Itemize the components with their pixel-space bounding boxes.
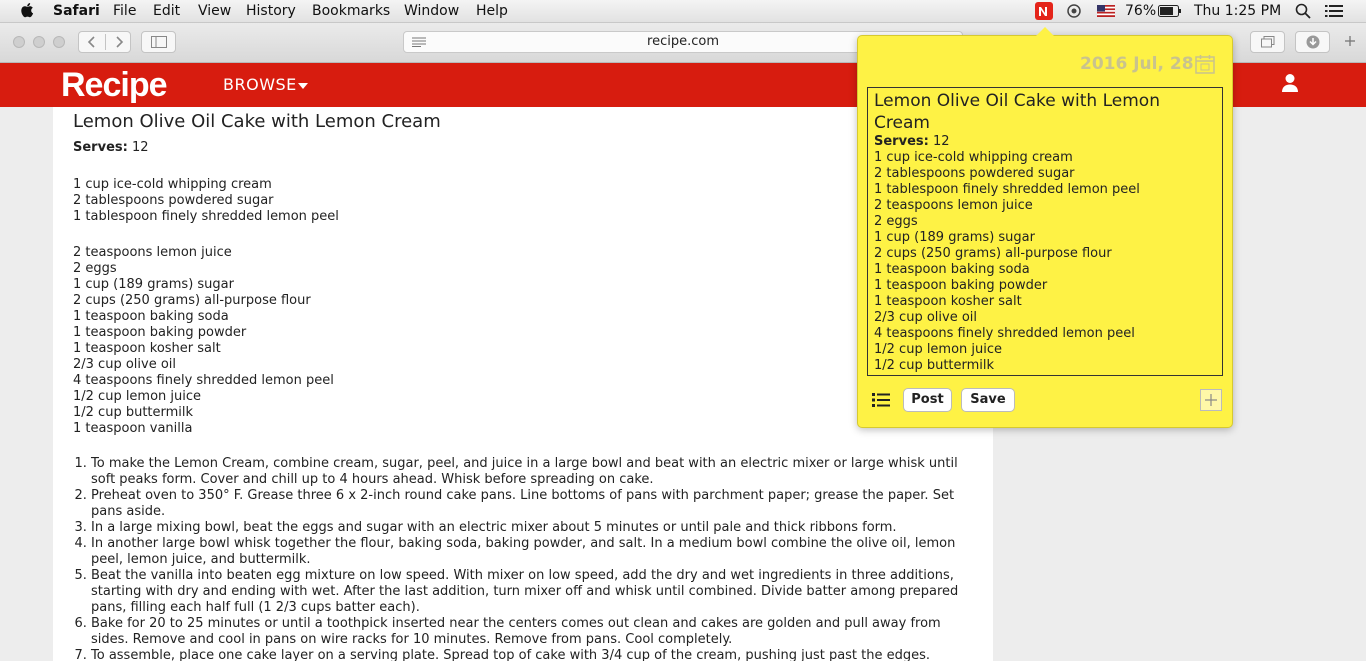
recipe-content <box>53 107 993 661</box>
cream-ingredient-list <box>73 177 339 225</box>
directions-list <box>73 456 969 661</box>
direction-step: 5. Beat the vanilla into beaten egg mixture on low speed. With mixer on low speed, add the dry and wet ingredients in three additions, starting with dry and ending with wet. After the last addition, turn mixer off and whisk until combined. Divide batter among prepared pans, filling each half full (1 2/3 cups batter each). <box>91 568 969 616</box>
ingredient-item: 2 teaspoons lemon juice <box>73 245 232 260</box>
ingredient-item: 1 teaspoon baking soda <box>73 309 229 324</box>
battery-percent: 76% <box>1125 3 1157 19</box>
ingredient-item: 1 cup (189 grams) sugar <box>73 277 234 292</box>
direction-step: 1. To make the Lemon Cream, combine cream, sugar, peel, and juice in a large bowl and beat with an electric mixer or large whisk until soft peaks form. Cover and chill up to 4 hours ahead. Whisk before spreading on cake. <box>91 456 969 488</box>
note-item: 1 teaspoon kosher salt <box>874 294 1022 309</box>
back-icon[interactable] <box>79 32 105 52</box>
note-item: 1/2 cup lemon juice <box>874 342 1003 357</box>
note-serves <box>874 134 950 149</box>
plus-icon <box>1201 390 1221 410</box>
cake-ingredient-list <box>73 245 334 437</box>
note-item: 2 eggs <box>874 214 918 229</box>
direction-step: 7. To assemble, place one cake layer on a serving plate. Spread top of cake with 3/4 cup of the cream, pushing just past the edges. <box>91 648 969 661</box>
reader-icon[interactable] <box>412 37 426 47</box>
note-item: 1 teaspoon baking powder <box>874 278 1048 293</box>
url-text: recipe.com <box>647 34 719 49</box>
direction-step: 6. Bake for 20 to 25 minutes or until a toothpick inserted near the centers comes out clean and cakes are golden and pull away from sides. Remove and cool in pans on wire racks for 10 minutes. Remove from pans. Cool completely. <box>91 616 969 648</box>
note-item: 2/3 cup olive oil <box>874 310 978 325</box>
ingredient-item: 2/3 cup olive oil <box>73 357 177 372</box>
menu-view[interactable]: View <box>198 3 232 19</box>
list-icon[interactable] <box>872 392 890 408</box>
ingredient-item: 1/2 cup buttermilk <box>73 405 194 420</box>
menu-app-safari[interactable]: Safari <box>53 3 100 19</box>
menu-bar <box>0 0 1366 23</box>
note-serves-value: 12 <box>932 134 950 149</box>
sticky-note-popover <box>857 35 1233 428</box>
flag-icon[interactable] <box>1097 5 1115 17</box>
notification-center-icon[interactable] <box>1325 4 1343 18</box>
add-note-button[interactable] <box>1200 389 1222 411</box>
note-item: 4 teaspoons finely shredded lemon peel <box>874 326 1135 341</box>
direction-step: 4. In another large bowl whisk together the flour, baking soda, baking powder, and salt. In a medium bowl combine the olive oil, lemon peel, lemon juice, and buttermilk. <box>91 536 969 568</box>
battery-icon[interactable] <box>1158 5 1182 17</box>
sidebar-toggle-button[interactable] <box>141 31 176 53</box>
note-ingredient-list <box>874 150 1140 374</box>
menu-file[interactable]: File <box>113 3 137 19</box>
ingredient-item: 1 tablespoon finely shredded lemon peel <box>73 209 339 224</box>
ingredient-item: 2 tablespoons powdered sugar <box>73 193 274 208</box>
menu-history[interactable]: History <box>246 3 296 19</box>
save-button[interactable]: Save <box>961 388 1015 412</box>
serves-label: Serves: <box>73 140 128 155</box>
note-item: 1 teaspoon baking soda <box>874 262 1030 277</box>
menu-help[interactable]: Help <box>476 3 508 19</box>
close-window-button[interactable] <box>13 36 25 48</box>
note-item: 1 cup (189 grams) sugar <box>874 230 1035 245</box>
note-item: 2 teaspoons lemon juice <box>874 198 1033 213</box>
ingredient-item: 1/2 cup lemon juice <box>73 389 202 404</box>
apple-icon[interactable] <box>20 2 34 18</box>
download-icon <box>1306 35 1320 49</box>
tabs-icon <box>1261 36 1275 48</box>
note-item: 1 cup ice-cold whipping cream <box>874 150 1073 165</box>
note-item: 1 tablespoon finely shredded lemon peel <box>874 182 1140 197</box>
post-button[interactable]: Post <box>903 388 952 412</box>
menu-window[interactable]: Window <box>404 3 460 19</box>
recipe-title: Lemon Olive Oil Cake with Lemon Cream <box>73 111 441 132</box>
note-text-area[interactable] <box>867 87 1223 376</box>
sync-icon[interactable] <box>1065 3 1083 19</box>
downloads-button[interactable] <box>1295 31 1330 53</box>
ingredient-item: 4 teaspoons finely shredded lemon peel <box>73 373 334 388</box>
minimize-window-button[interactable] <box>33 36 45 48</box>
serves-value: 12 <box>131 140 149 155</box>
note-date: 2016 Jul, 28 <box>1080 54 1194 74</box>
ingredient-item: 2 cups (250 grams) all-purpose flour <box>73 293 311 308</box>
note-item: 2 cups (250 grams) all-purpose flour <box>874 246 1112 261</box>
ingredient-item: 2 eggs <box>73 261 117 276</box>
menu-bookmarks[interactable]: Bookmarks <box>312 3 391 19</box>
notes-extension-icon[interactable] <box>1035 2 1053 20</box>
calendar-icon[interactable] <box>1195 54 1215 74</box>
tabs-overview-button[interactable] <box>1250 31 1285 53</box>
popover-arrow <box>1036 27 1054 36</box>
browse-menu[interactable]: BROWSE <box>223 75 297 94</box>
note-title: Lemon Olive Oil Cake with Lemon Cream <box>874 91 1160 133</box>
recipe-serves <box>73 140 149 155</box>
note-serves-label: Serves: <box>874 134 929 149</box>
zoom-window-button[interactable] <box>53 36 65 48</box>
user-icon[interactable] <box>1281 73 1299 93</box>
ingredient-item: 1 teaspoon baking powder <box>73 325 247 340</box>
spotlight-search-icon[interactable] <box>1295 3 1311 19</box>
site-logo[interactable]: Recipe <box>61 66 167 104</box>
ingredient-item: 1 teaspoon kosher salt <box>73 341 221 356</box>
sidebar-icon <box>151 36 167 48</box>
direction-step: 3. In a large mixing bowl, beat the eggs and sugar with an electric mixer about 5 minutes or until pale and thick ribbons form. <box>91 520 969 536</box>
ingredient-item: 1 cup ice-cold whipping cream <box>73 177 272 192</box>
menu-edit[interactable]: Edit <box>153 3 181 19</box>
ingredient-item: 1 teaspoon vanilla <box>73 421 193 436</box>
note-item: 2 tablespoons powdered sugar <box>874 166 1075 181</box>
note-item: 1/2 cup buttermilk <box>874 358 995 373</box>
new-tab-icon[interactable] <box>1343 28 1357 54</box>
back-forward-buttons <box>78 31 131 53</box>
forward-icon[interactable] <box>106 32 132 52</box>
menubar-clock[interactable]: Thu 1:25 PM <box>1194 3 1282 19</box>
chevron-down-icon[interactable] <box>298 83 308 89</box>
direction-step: 2. Preheat oven to 350° F. Grease three 6 x 2-inch round cake pans. Line bottoms of pans with parchment paper; grease the paper. Set pans aside. <box>91 488 969 520</box>
